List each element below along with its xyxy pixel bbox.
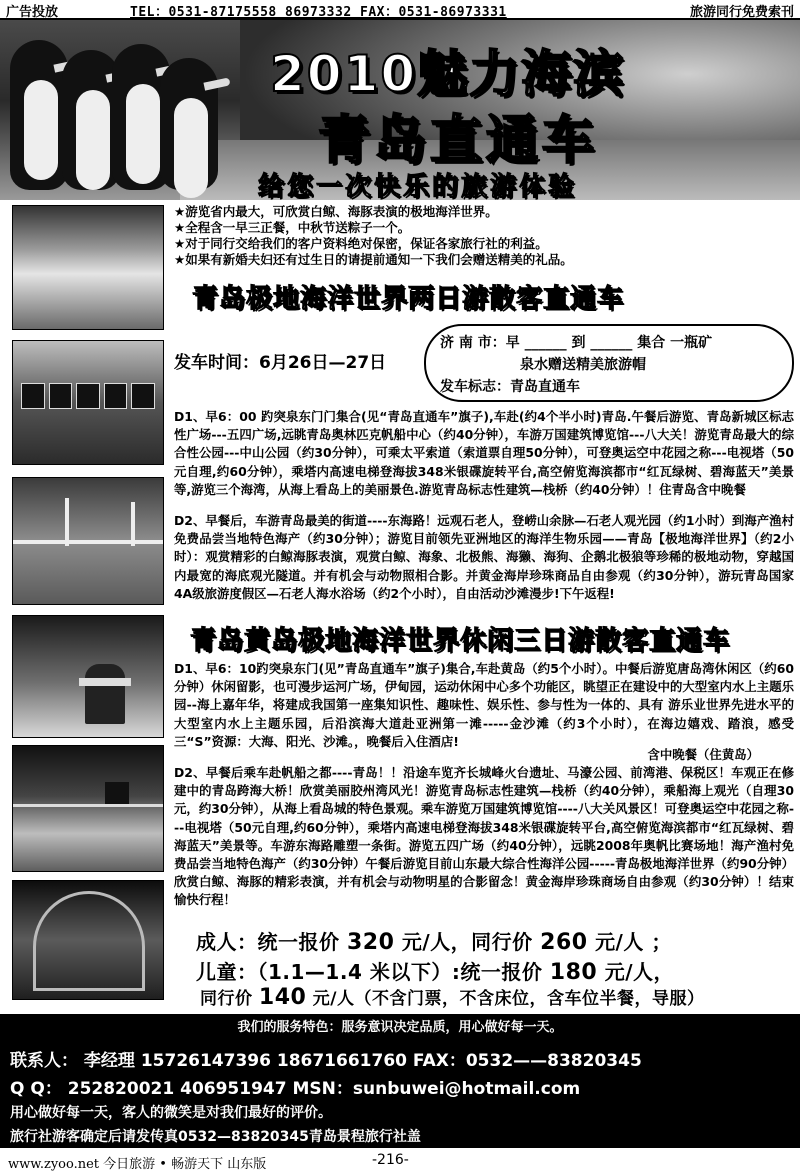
feature-item: ★对于同行交给我们的客户资料绝对保密，保证各家旅行社的利益。: [174, 236, 548, 251]
adult-price: 320: [346, 930, 395, 955]
meeting-info-box: [424, 324, 794, 402]
free-catalog-label: 旅游同行免费索刊: [689, 5, 794, 20]
contact-panel: [0, 1038, 800, 1148]
route2-day1: D1、早6：10趵突泉东门(见”青岛直通车”旗子)集合,车赴黄岛（约5个小时）。中餐后游览唐岛湾休闲区（约60分钟）休闲留影，也可漫步运河广场，伊甸园，运动休闲中心多个功能区，眺望正在建设中的大型室内水上主题乐园--海上嘉年华，将建成我国第一座集知识性、趣味性、娱乐性、参与性为一体的、具有 游乐业世界先进水平的大型室内水上主题乐园，后沿滨海大道赴亚洲第一滩-----金沙滩（约3个小时），在海边嬉戏、踏浪，感受三“S”资源：大海、阳光、沙滩。，晚餐后入住酒店!: [174, 661, 794, 749]
service-banner: 我们的服务特色：服务意识决定品质，用心做好每一天。: [0, 1010, 800, 1038]
page-number: -216-: [372, 1152, 409, 1168]
qq-msn-row: Q Q： 252820021 406951947 MSN：sunbuwei@hotmail.com: [10, 1079, 581, 1099]
child-peer-label: 同行价: [200, 989, 253, 1009]
adult-price-mid: 元/人，同行价: [401, 930, 533, 954]
adult-price-line: [196, 926, 672, 955]
beach-photo: [12, 205, 164, 330]
contact-phone-fax: TEL：0531-87175558 86973332 FAX：0531-86973331: [130, 5, 507, 20]
adult-price-label: 成人：统一报价: [196, 930, 340, 954]
route2-day1-meal: 含中晚餐（住黄岛）: [647, 747, 759, 762]
route1-day2: D2、早餐后，车游青岛最美的街道----东海路！远观石老人，登崂山余脉—石老人观光园（约1小时）到海产渔村免费品尝当地特色海产（约30分钟）；游览目前领先亚洲地区的海洋生物乐园——青岛【极地海洋世界】（约2小时）：观赏精彩的白鲸海豚表演，观赏白鲸、海象、北极熊、海獭、海狗、企鹅北极狼等珍稀的极地动物，穿越国内最宽的海底观光隧道。并有机会与动物照相合影。并黄金海岸珍珠商品自由参观（约30分钟），游玩青岛国家4A级旅游度假区—石老人海水浴场（约2个小时），自由活动沙滩漫步!下午返程!: [174, 513, 794, 601]
contact-row: 联系人： 李经理 15726147396 18671661760 FAX：0532——83820345: [10, 1051, 642, 1071]
route2-day2: D2、早餐后乘车赴帆船之都----青岛！！沿途车览齐长城峰火台遗址、马濠公园、前湾港、保税区！车观正在修建中的青岛跨海大桥！欣赏美丽胶州湾风光！游览青岛标志性建筑—栈桥（约40分钟），乘船海上观光（自理30元，约30分钟），从海上看岛城的特色景观。乘车游览万国建筑博览馆----八大关风景区！可登奥运空中花园之称---电视塔（50元自理,约60分钟），乘塔内高速电梯登海拔348米银碟旋转平台,高空俯览海滨都市“红瓦绿树、碧海蓝天”美景等。车游东海路雕塑一条街。游览五四广场（约40分钟），远眺2008年奥帆比赛场地！海产渔村免费品尝当地特色海产（约30分钟）午餐后游览目前山东最大综合性海洋公园-----青岛极地海洋世界（约90分钟）欣赏白鲸、海豚的精彩表演，并有机会与动物明星的合影留念！黄金海岸珍珠商场自由参观（约30分钟）！结束愉快行程！: [174, 765, 794, 908]
aquarium-tunnel-photo: [12, 880, 164, 1000]
feature-item: ★全程含一早三正餐，中秋节送粽子一个。: [174, 220, 411, 235]
feature-item: ★如果有新婚夫妇还有过生日的请提前通知一下我们会赠送精美的礼品。: [174, 252, 573, 267]
route2-title: 青岛黄岛极地海洋世界休闲三日游散客直通车: [190, 625, 731, 656]
child-note: 元/人（不含门票，不含床位，含车位半餐，导服）: [312, 989, 705, 1009]
main-title: 2010魅力海滨: [270, 45, 626, 103]
ad-label: 广告投放: [6, 5, 59, 20]
header-banner: [0, 20, 800, 200]
tower-photo: [12, 615, 164, 738]
feature-list: [174, 204, 794, 268]
adult-peer-price: 260: [540, 930, 588, 955]
zhongshan-park-photo: [12, 340, 164, 465]
child-price-line: [196, 956, 674, 985]
feature-item: ★游览省内最大，可欣赏白鲸、海豚表演的极地海洋世界。: [174, 204, 498, 219]
route1-day1: D1、早6：00 趵突泉东门门集合(见“青岛直通车”旗子),车赴(约4个半小时)青岛.午餐后游览、青岛新城区标志性广场---五四广场,远眺青岛奥林匹克帆船中心（约40分钟），车游万国建筑博览馆---八大关！游览青岛最大的综合性公园---中山公园（约30分钟），可乘太平索道（索道票自理50分钟），可登奥运空中花园之称---电视塔（50元自理,约60分钟），乘塔内高速电梯登海拔348米银碟旋转平台,高空俯览海滨都市“红瓦绿树、碧海蓝天”美景等,游览三个海湾，从海上看岛上的美丽景色.游览青岛标志性建筑—栈桥（约40分钟）！住青岛含中晚餐: [174, 409, 794, 497]
pier-photo: [12, 745, 164, 872]
site-credit: www.zyoo.net 今日旅游 • 畅游天下 山东版: [8, 1157, 267, 1171]
bus-sign: 发车标志：青岛直通车: [440, 379, 580, 395]
sub-title: 青岛直通车: [318, 111, 599, 171]
penguin-image: [160, 58, 218, 190]
adult-price-unit: 元/人 ；: [595, 930, 672, 954]
top-bar: [0, 0, 800, 20]
fax-note: 旅行社游客确定后请发传真0532—83820345青岛景程旅行社盖: [10, 1129, 421, 1145]
motto: 用心做好每一天，客人的微笑是对我们最好的评价。: [10, 1105, 332, 1121]
child-peer-line: [200, 984, 705, 1010]
meeting-line: 济 南 市：早 ______ 到 ______ 集合 一瓶矿: [440, 335, 713, 351]
meeting-gift: 泉水赠送精美旅游帽: [520, 357, 646, 373]
child-price-label: 儿童：（1.1—1.4 米以下）:统一报价: [196, 960, 543, 984]
child-price: 180: [549, 960, 598, 985]
sea-bridge-photo: [12, 477, 164, 605]
depart-time: 发车时间：6月26日—27日: [174, 353, 387, 373]
slogan: 给您一次快乐的旅游体验: [258, 172, 578, 200]
penguin-image: [10, 40, 68, 190]
route1-title: 青岛极地海洋世界两日游散客直通车: [182, 274, 782, 318]
page-footer: [0, 1150, 800, 1171]
child-price-unit: 元/人，: [604, 960, 675, 984]
child-peer-price: 140: [258, 985, 307, 1010]
